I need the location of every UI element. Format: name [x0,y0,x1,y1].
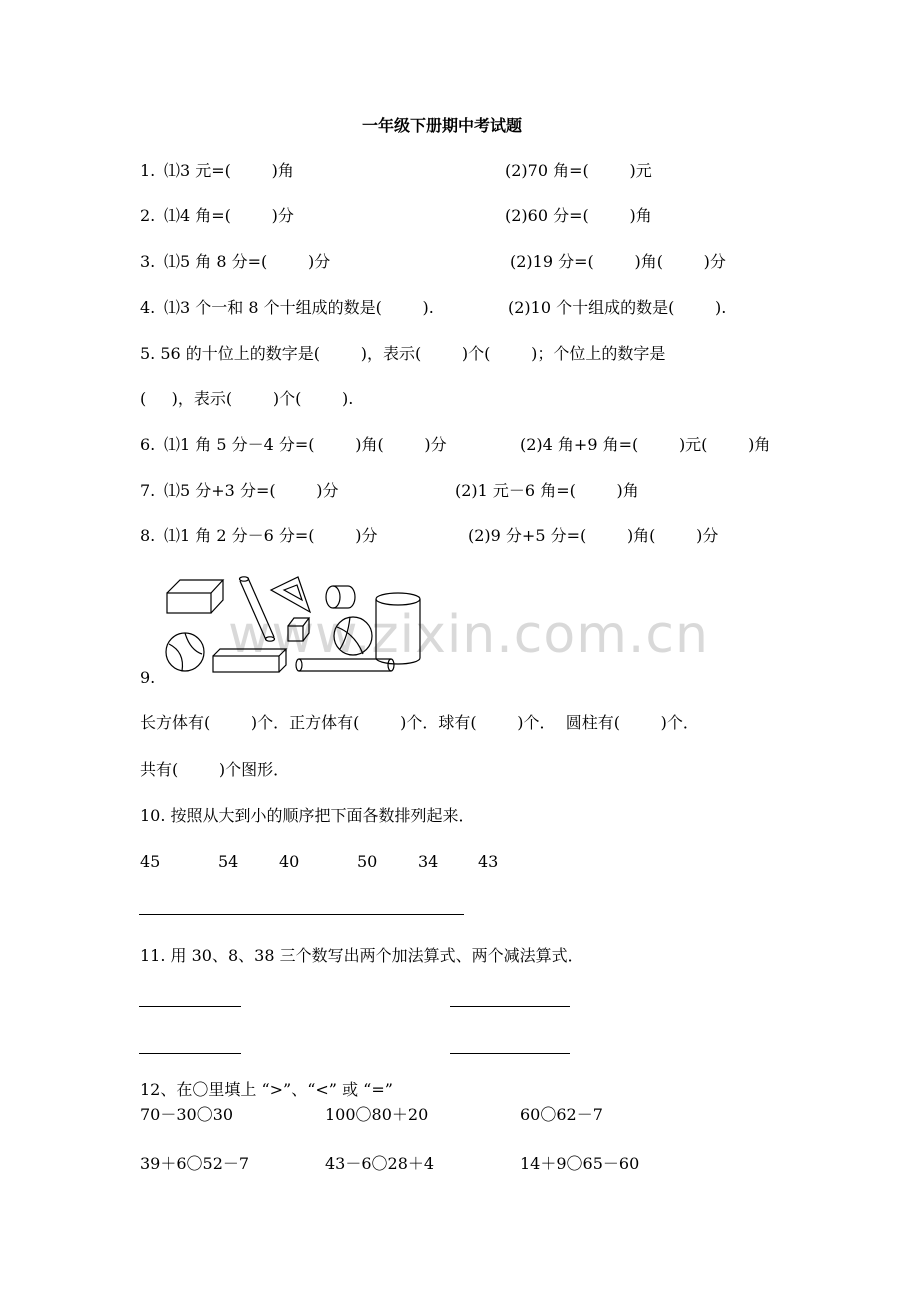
q4-part-a: ⑴3 个一和 8 个十组成的数是( ). [164,298,434,317]
q10-number: 45 [140,852,161,871]
triangle-shape [271,577,310,612]
q10-number: 43 [478,852,499,871]
q11-answer-line[interactable] [139,1053,241,1054]
q3-number: 3. [140,252,156,271]
ball-shape-2 [334,617,372,655]
q6-part-a: ⑴1 角 5 分－4 分=( )角( )分 [164,435,447,454]
q9-line-1: 长方体有( )个．正方体有( )个．球有( )个． 圆柱有( )个． [140,713,699,732]
q8-number: 8. [140,526,156,545]
watermark: www.zixin.com.cn [228,605,709,665]
q5-line-2: ( )，表示( )个( ). [140,389,354,408]
q12-item: 70－30〇30 [140,1105,234,1124]
q6-number: 6. [140,435,156,454]
q10-number: 40 [279,852,300,871]
q10-number: 34 [418,852,439,871]
q10-number: 54 [218,852,239,871]
q3-part-b: (2)19 分=( )角( )分 [510,252,726,271]
q8-part-a: ⑴1 角 2 分－6 分=( )分 [164,526,378,545]
q8-part-b: (2)9 分+5 分=( )角( )分 [468,526,719,545]
q9-number: 9. [140,668,156,687]
cuboid-shape-1 [167,580,223,613]
q12-item: 43－6〇28＋4 [325,1154,435,1173]
slanted-cylinder-shape [240,577,275,641]
q12-item: 14＋9〇65－60 [520,1154,640,1173]
cube-shape [288,618,309,641]
small-cylinder-shape [326,586,355,608]
q2-part-b: (2)60 分=( )角 [505,206,652,225]
cuboid-shape-2 [213,649,286,672]
solid-shapes-figure [160,572,430,680]
q12-item: 60〇62－7 [520,1105,603,1124]
q1-part-a: ⑴3 元=( )角 [164,161,294,180]
q4-number: 4. [140,298,156,317]
q11-answer-line[interactable] [450,1053,570,1054]
q11-answer-line[interactable] [139,1006,241,1007]
q9-line-2: 共有( )个图形． [140,760,290,779]
q10-answer-line[interactable] [139,914,464,915]
q2-number: 2. [140,206,156,225]
tall-cylinder-shape [376,593,420,664]
q11-answer-line[interactable] [450,1006,570,1007]
q10-prompt: 10. 按照从大到小的顺序把下面各数排列起来． [140,806,475,825]
q10-number: 50 [357,852,378,871]
q1-part-b: (2)70 角=( )元 [505,161,652,180]
page-title: 一年级下册期中考试题 [362,116,523,135]
q11-prompt: 11. 用 30、8、38 三个数写出两个加法算式、两个减法算式． [140,946,584,965]
q7-part-b: (2)1 元－6 角=( )角 [455,481,639,500]
q4-part-b: (2)10 个十组成的数是( ). [508,298,727,317]
ball-shape-1 [166,633,204,671]
q5-line-1: 5. 56 的十位上的数字是( )，表示( )个( )；个位上的数字是 [140,344,666,363]
q7-part-a: ⑴5 分+3 分=( )分 [164,481,339,500]
q1-number: 1. [140,161,156,180]
q3-part-a: ⑴5 角 8 分=( )分 [164,252,331,271]
q7-number: 7. [140,481,156,500]
q2-part-a: ⑴4 角=( )分 [164,206,294,225]
q12-prompt: 12、在〇里填上 “>”、“<” 或 “=” [140,1080,393,1099]
q12-item: 39＋6〇52－7 [140,1154,250,1173]
q12-item: 100〇80＋20 [325,1105,429,1124]
q6-part-b: (2)4 角+9 角=( )元( )角 [520,435,771,454]
